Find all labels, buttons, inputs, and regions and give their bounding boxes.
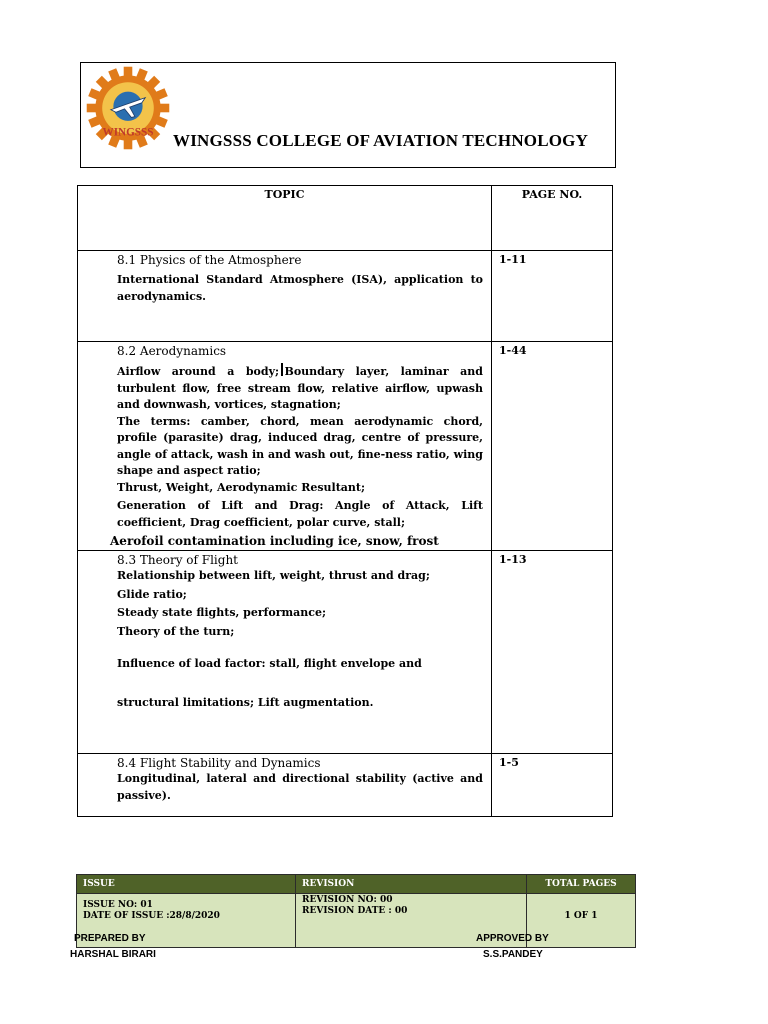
topic-line: International Standard Atmosphere (ISA), application to aerodynamics.: [117, 273, 483, 303]
topic-line: The terms: camber, chord, mean aerodynamic chord, profile (parasite) drag, induced drag, centre of pressure, angle of attack, wash in and wash out, fine-ness ratio, wing shape and aspect ratio;: [117, 414, 483, 477]
total-pages-value: 1 OF 1: [527, 894, 636, 948]
college-logo: [85, 65, 171, 151]
table-header-row: [78, 186, 613, 251]
college-name: WINGSSS COLLEGE OF AVIATION TECHNOLOGY: [173, 131, 589, 150]
section-title: 8.3 Theory of Flight: [117, 553, 239, 567]
table-row: [78, 342, 613, 551]
topic-column-header: TOPIC: [78, 186, 492, 251]
topic-line: Aerofoil contamination including ice, snow, frost: [110, 534, 439, 548]
topic-line: Steady state flights, performance;: [117, 606, 327, 619]
document-control-header: [77, 875, 636, 894]
topic-cell: [78, 754, 492, 817]
prepared-by-label: PREPARED BY: [74, 933, 146, 944]
table-row: [78, 754, 613, 817]
section-title: 8.4 Flight Stability and Dynamics: [117, 756, 321, 770]
table-row: [78, 251, 613, 342]
topic-line-part: Boundary layer, laminar and turbulent flow, free stream flow, relative airflow, upwash and downwash, vortices, stagnation;: [117, 365, 483, 411]
document-control-values: [77, 894, 636, 948]
topic-cell: [78, 251, 492, 342]
topic-line: [117, 363, 483, 414]
issue-header: ISSUE: [77, 875, 296, 894]
topic-line: Influence of load factor: stall, flight envelope and: [117, 657, 422, 670]
document-control-table: [76, 874, 636, 948]
topic-line: Longitudinal, lateral and directional stability (active and passive).: [117, 772, 483, 802]
page-number: 1-11: [492, 251, 613, 342]
section-title: 8.1 Physics of the Atmosphere: [117, 253, 302, 267]
table-row: [78, 551, 613, 754]
page-column-header: PAGE NO.: [492, 186, 613, 251]
approved-by-block: [476, 931, 549, 963]
topic-line-part: Airflow around a body;: [117, 365, 280, 378]
topic-cell: [78, 342, 492, 551]
approved-by-name: S.S.PANDEY: [483, 949, 543, 960]
topic-cell: [78, 551, 492, 754]
date-of-issue: DATE OF ISSUE :28/8/2020: [83, 911, 220, 921]
logo-wordmark: WINGSSS: [102, 126, 154, 139]
revision-number: REVISION NO: 00: [302, 895, 393, 905]
revision-date: REVISION DATE : 00: [302, 906, 408, 916]
topic-line: Theory of the turn;: [117, 624, 235, 638]
topic-line: Glide ratio;: [117, 587, 187, 601]
document-header: [80, 62, 616, 168]
topic-line: Relationship between lift, weight, thrust and drag;: [117, 569, 430, 582]
topic-line: Generation of Lift and Drag: Angle of Attack, Lift coefficient, Drag coefficient, polar curve, stall;: [117, 499, 483, 529]
contents-table: [77, 185, 613, 817]
text-cursor-icon: [281, 363, 283, 376]
prepared-by-name: HARSHAL BIRARI: [70, 949, 156, 960]
revision-header: REVISION: [296, 875, 527, 894]
topic-line: Thrust, Weight, Aerodynamic Resultant;: [117, 480, 366, 494]
issue-number: ISSUE NO: 01: [83, 900, 153, 910]
total-pages-header: TOTAL PAGES: [527, 875, 636, 894]
page-number: 1-5: [492, 754, 613, 817]
section-title: 8.2 Aerodynamics: [117, 344, 227, 358]
page-number: 1-13: [492, 551, 613, 754]
page-number: 1-44: [492, 342, 613, 551]
approved-by-label: APPROVED BY: [476, 933, 549, 944]
topic-line: structural limitations; Lift augmentation.: [117, 695, 374, 709]
prepared-by-block: [70, 931, 156, 963]
